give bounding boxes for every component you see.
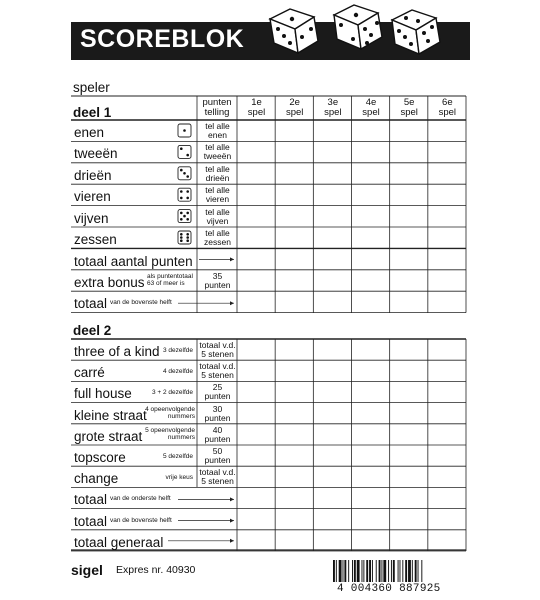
barcode-bar — [381, 560, 382, 582]
die-pip — [186, 190, 189, 193]
die-face-2-icon — [178, 145, 191, 158]
row-label: tweeën — [74, 146, 118, 162]
arrow-head-icon — [230, 497, 234, 501]
die-pip — [180, 218, 183, 221]
die-pip — [186, 197, 189, 200]
scoring-instruction: 50 punten — [204, 446, 231, 465]
row-label: full house — [74, 386, 132, 402]
die-pip — [183, 215, 186, 218]
scoring-instruction: tel alle drieën — [205, 163, 230, 183]
barcode-bar — [357, 560, 360, 582]
row-note: 5 opeenvolgende nummers — [145, 426, 195, 441]
die-pip — [186, 175, 189, 178]
game-column-header: 3e spel — [324, 97, 342, 118]
row-label: vijven — [74, 210, 109, 226]
die-pip — [180, 169, 183, 172]
barcode-bar — [354, 560, 356, 582]
game-column-header: 1e spel — [247, 97, 266, 118]
row-note: 3 dezelfde — [163, 347, 193, 354]
scoring-instruction: tel alle vieren — [205, 185, 230, 205]
die-pip — [180, 239, 183, 242]
points-column-header: punten telling — [202, 97, 232, 118]
arrow-head-icon — [230, 257, 234, 261]
page-title: SCOREBLOK — [80, 25, 245, 53]
barcode-bar — [344, 560, 346, 582]
die-pip — [186, 239, 189, 242]
row-label: drieën — [74, 167, 112, 183]
row-label: kleine straat — [74, 407, 147, 423]
barcode-bar — [402, 560, 403, 582]
barcode-bar — [412, 560, 413, 582]
barcode-bar — [418, 560, 419, 582]
game-column-header: 4e spel — [362, 97, 380, 118]
row-label: vieren — [74, 189, 111, 205]
row-note: van de bovenste helft — [110, 516, 172, 524]
barcode-number: 4 004360 887925 — [337, 583, 441, 595]
die-pip — [186, 233, 189, 236]
barcode-bar — [366, 560, 368, 582]
scoring-instruction: tel alle enen — [205, 121, 230, 140]
scoring-instruction: 30 punten — [204, 403, 231, 423]
bonus-note: als puntentotaal 63 of meer is — [147, 272, 193, 287]
scoring-instruction: tel alle zessen — [204, 228, 231, 247]
barcode-bar — [421, 560, 422, 582]
die-pip — [186, 212, 189, 215]
die-pip — [186, 154, 189, 157]
barcode-bar — [415, 560, 417, 582]
die-pip — [183, 172, 186, 175]
barcode-bar — [405, 560, 407, 582]
game-column-header: 5e spel — [400, 97, 418, 118]
section-title-part1: deel 1 — [73, 105, 112, 120]
die-pip — [180, 233, 183, 236]
row-label: change — [74, 471, 119, 487]
row-label: totaal — [74, 513, 108, 529]
row-label: topscore — [74, 450, 126, 465]
arrow-head-icon — [230, 301, 234, 305]
die-pip — [183, 129, 186, 132]
barcode-bar — [372, 560, 373, 582]
die-pip — [180, 212, 183, 215]
barcode-bar — [333, 560, 335, 582]
row-label: totaal — [74, 492, 108, 508]
die-face-6-icon — [178, 231, 191, 244]
product-code: Expres nr. 40930 — [116, 564, 196, 576]
barcode-bar — [363, 560, 364, 582]
row-note: 4 opeenvolgende nummers — [145, 405, 195, 420]
row-label: enen — [74, 125, 105, 140]
scoring-instruction: 40 punten — [204, 424, 231, 444]
game-column-header: 6e spel — [438, 97, 457, 118]
die-pip — [180, 147, 183, 150]
row-label: three of a kind — [74, 344, 160, 359]
die-pip — [180, 236, 183, 239]
row-note: 3 + 2 dezelfde — [151, 389, 193, 397]
die-face-4-icon — [178, 188, 191, 201]
row-label: totaal — [74, 296, 108, 312]
die-pip — [180, 197, 183, 200]
brand-logo: sigel — [71, 562, 103, 578]
scoring-instruction: 35 punten — [204, 270, 231, 290]
barcode-bar — [398, 560, 399, 582]
barcode-bar — [391, 560, 392, 582]
row-label: extra bonus — [74, 274, 145, 290]
barcode-bar — [376, 560, 377, 582]
row-label: grote straat — [74, 428, 143, 444]
barcode-bar — [362, 560, 363, 582]
scoring-instruction: totaal v.d. 5 stenen — [199, 361, 236, 381]
barcode-bar — [336, 560, 337, 582]
barcode-bar — [348, 560, 349, 582]
scoring-instruction: tel alle vijven — [205, 206, 230, 226]
barcode-bar — [383, 560, 386, 582]
section-title-part2: deel 2 — [73, 323, 112, 338]
row-note: 5 dezelfde — [163, 453, 193, 460]
barcode-bar — [379, 560, 381, 582]
die-pip — [180, 190, 183, 193]
row-note: 4 dezelfde — [163, 368, 193, 376]
row-note: van de bovenste helft — [110, 299, 172, 307]
barcode-bar — [339, 560, 342, 582]
game-column-header: 2e spel — [285, 97, 304, 118]
arrow-head-icon — [230, 519, 234, 523]
barcode-bar — [393, 560, 395, 582]
die-pip — [186, 218, 189, 221]
barcode-bar — [343, 560, 344, 582]
barcode-bar — [352, 560, 353, 582]
barcode-bar — [408, 560, 411, 582]
barcode-bar — [400, 560, 401, 582]
scoring-instruction: totaal v.d. 5 stenen — [199, 467, 236, 487]
row-label: totaal aantal punten — [74, 254, 193, 270]
scoring-instruction: 25 punten — [204, 382, 231, 402]
scoring-instruction: totaal v.d. 5 stenen — [199, 340, 236, 359]
barcode-bar — [388, 560, 389, 582]
row-label: totaal generaal — [74, 534, 164, 550]
arrow-head-icon — [230, 539, 234, 543]
scoring-instruction: tel alle tweeën — [203, 142, 232, 162]
player-label: speler — [73, 80, 110, 95]
row-label: zessen — [74, 232, 117, 247]
barcode — [333, 560, 463, 584]
row-note: van de onderste helft — [110, 495, 171, 503]
die-pip — [186, 236, 189, 239]
row-note: vrije keus — [165, 474, 193, 482]
row-label: carré — [74, 365, 105, 381]
barcode-bar — [369, 560, 371, 582]
